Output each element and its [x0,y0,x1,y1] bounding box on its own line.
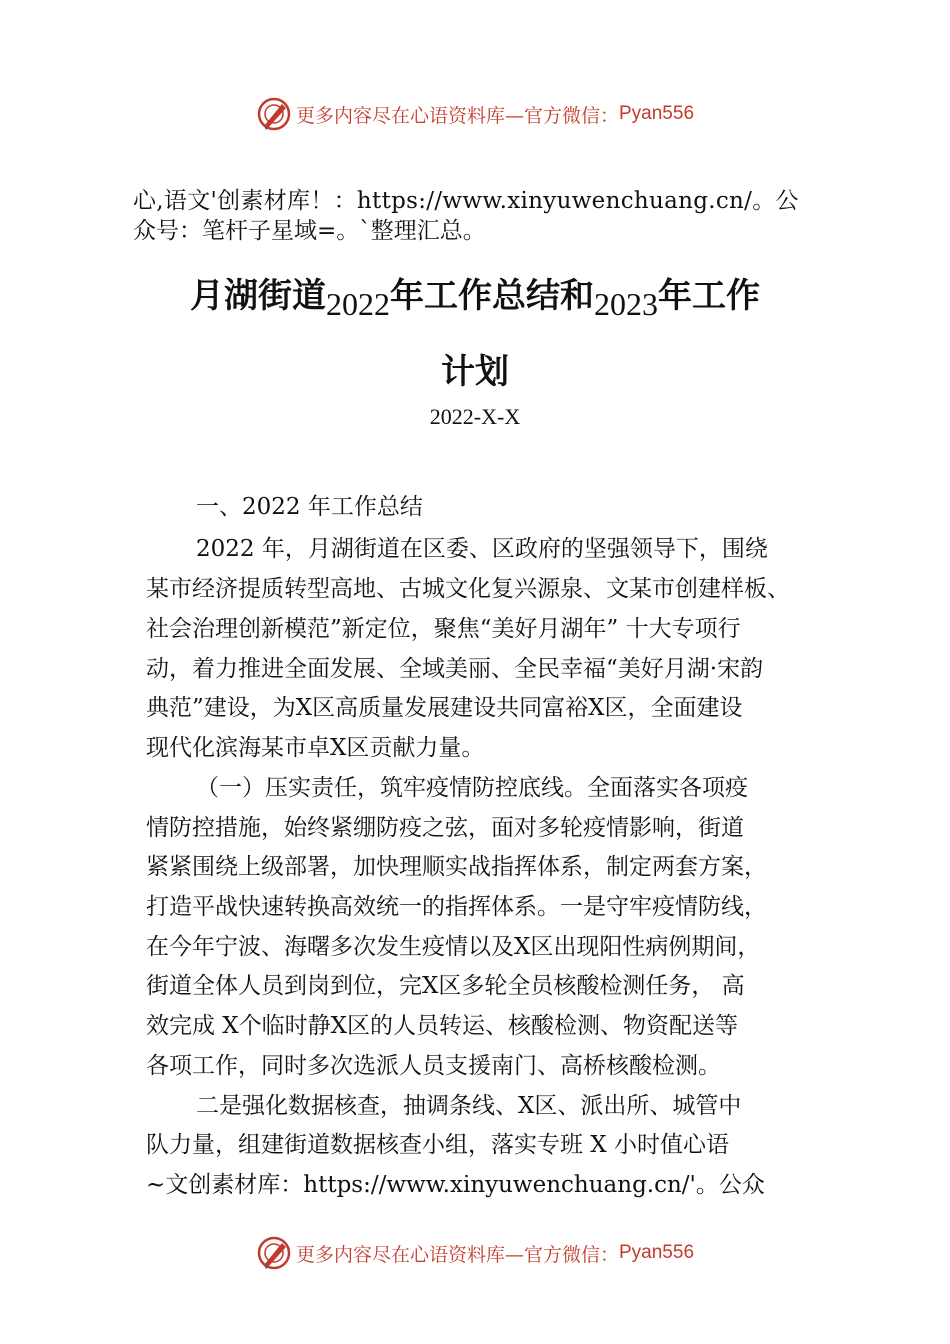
pen-logo-icon [256,96,292,132]
body-line: 典范”建设，为X区高质量发展建设共同富裕X区，全面建设 [146,695,743,721]
document-date: 2022-X-X [429,404,521,429]
section-heading: 一、2022 年工作总结 [196,494,423,520]
body-line: 现代化滨海某市卓X区贡献力量。 [146,735,485,761]
body-line: 队力量，组建街道数据核查小组，落实专班 X 小时值心语 [146,1132,729,1158]
body-line: 紧紧围绕上级部署，加快理顺实战指挥体系，制定两套方案， [146,854,767,880]
header-line-2: 众号：笔杆子星域=。`整理汇总。 [133,218,486,244]
banner-text: 更多内容尽在心语资料库—官方微信： [295,104,619,127]
watermark-banner-top [0,94,950,134]
body-line: ~文创素材库：https://www.xinyuwenchuang.cn/'。公众 [146,1172,765,1198]
body-line: 社会治理创新模范”新定位，聚焦“美好月湖年” 十大专项行 [146,616,741,642]
banner-handle: Pyan556 [619,103,695,124]
body-line: 情防控措施，始终紧绷防疫之弦，面对多轮疫情影响，街道 [146,815,744,841]
title-part-2: 年工作总结和 [390,276,594,316]
body-line: 二是强化数据核查，抽调条线、X区、派出所、城管中 [196,1093,742,1119]
title-part-3: 年工作 [658,276,760,316]
body-line: 某市经济提质转型高地、古城文化复兴源泉、文某市创建样板、 [146,576,790,602]
document-title [0,268,950,322]
title-part-1: 月湖街道 [190,276,326,316]
body-line: 动，着力推进全面发展、全域美丽、全民幸福“美好月湖·宋韵 [146,656,764,682]
document-title-line-2: 计划 [441,352,509,392]
banner-text: 更多内容尽在心语资料库—官方微信： [295,1243,619,1266]
watermark-banner-bottom [0,1233,950,1273]
body-line: 打造平战快速转换高效统一的指挥体系。一是守牢疫情防线， [146,894,767,920]
banner-handle: Pyan556 [619,1242,695,1263]
body-line: 效完成 X个临时静X区的人员转运、核酸检测、物资配送等 [146,1013,739,1039]
body-line: 2022 年，月湖街道在区委、区政府的坚强领导下，围绕 [196,536,768,562]
header-line-1: 心,语文'创素材库！：https://www.xinyuwenchuang.cn/。公 [133,188,799,214]
body-line: 街道全体人员到岗到位，完X区多轮全员核酸检测任务， 高 [146,973,745,999]
title-year-1: 2022 [326,286,390,322]
pen-logo-icon [256,1235,292,1271]
body-line: 各项工作，同时多次选派人员支援南门、高桥核酸检测。 [146,1053,721,1079]
body-line: （一）压实责任，筑牢疫情防控底线。全面落实各项疫 [196,775,748,801]
title-year-2: 2023 [594,286,658,322]
body-line: 在今年宁波、海曙多次发生疫情以及X区出现阳性病例期间， [146,934,761,960]
